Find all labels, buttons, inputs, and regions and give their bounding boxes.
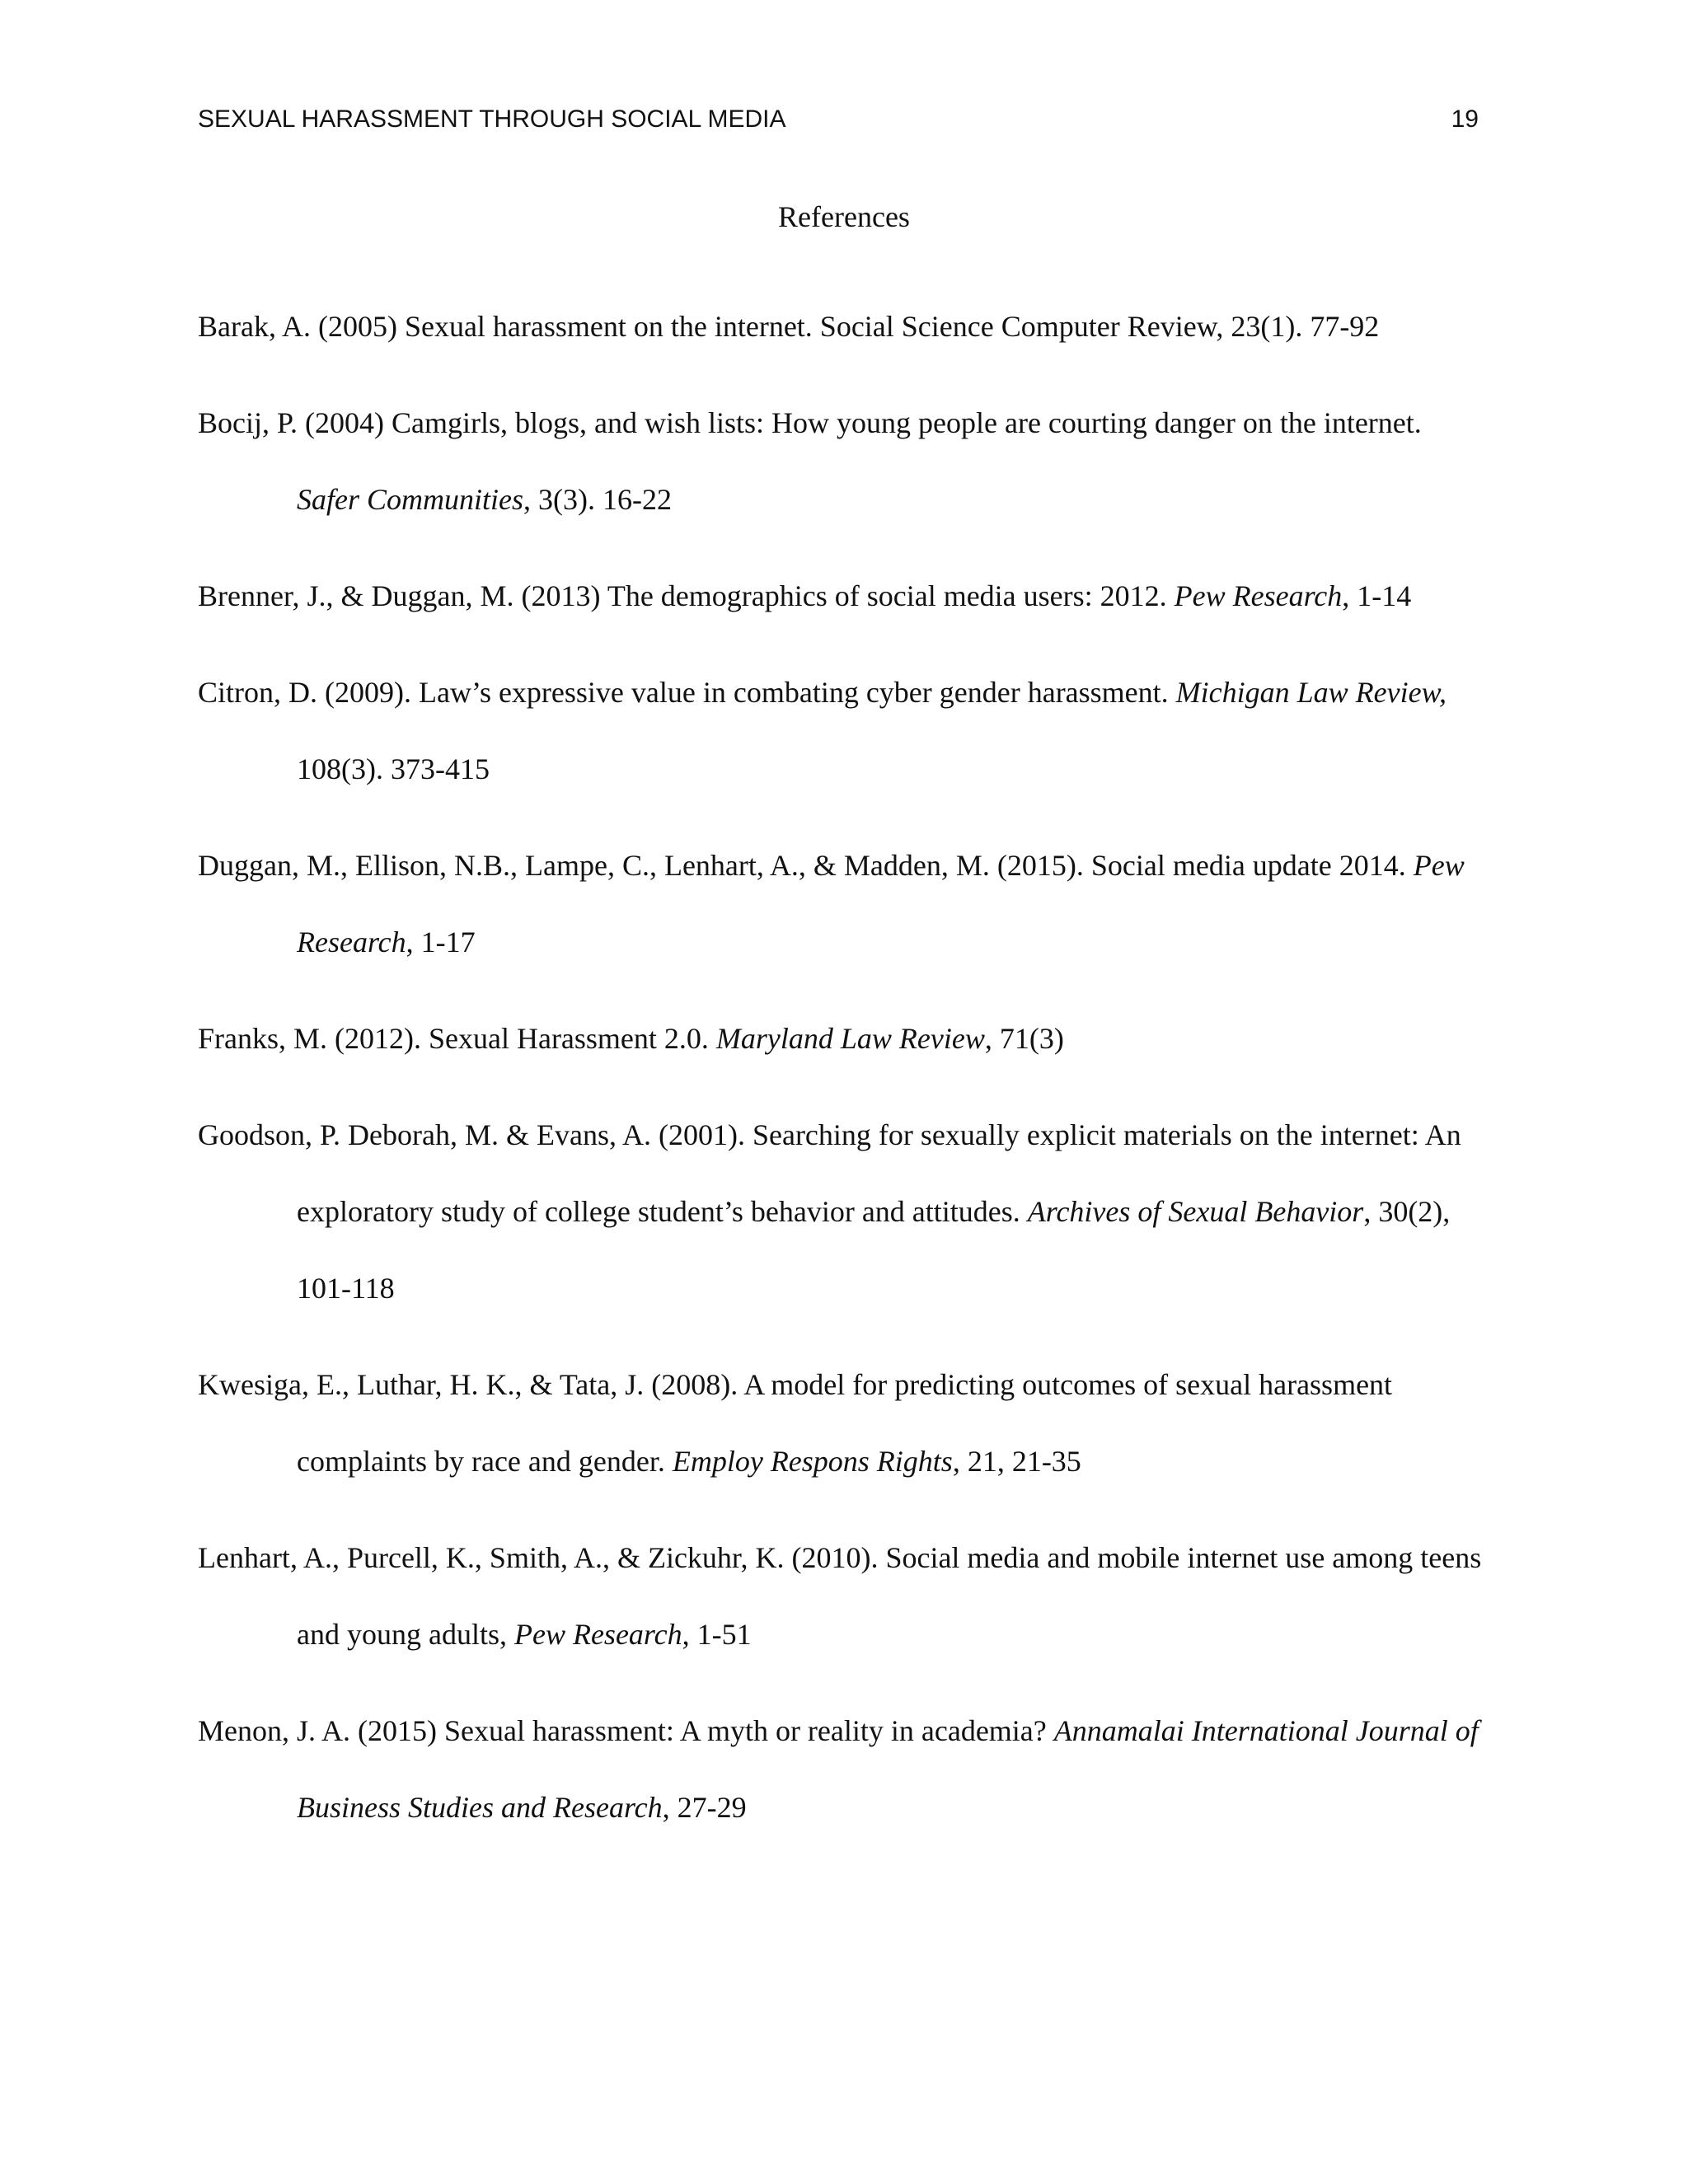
reference-entry <box>198 654 1484 808</box>
reference-text: Barak, A. (2005) Sexual harassment on the internet. Social Science Computer Review, 23(1). 77-92 <box>198 310 1380 343</box>
reference-source-title: Pew Research <box>1174 579 1343 612</box>
reference-text: Menon, J. A. (2015) Sexual harassment: A myth or reality in academia? <box>198 1714 1054 1747</box>
reference-source-title: Maryland Law Review <box>715 1022 985 1055</box>
reference-entry <box>198 1520 1484 1673</box>
reference-text: , 1-51 <box>682 1618 752 1651</box>
running-head <box>198 99 1479 140</box>
reference-source-title: Safer Communities <box>297 483 523 516</box>
reference-text: Bocij, P. (2004) Camgirls, blogs, and wish lists: How young people are courting danger on the internet. <box>198 406 1422 439</box>
reference-source-title: Pew Research <box>297 849 1465 958</box>
reference-source-title: Archives of Sexual Behavior <box>1027 1195 1364 1228</box>
reference-text: , 3(3). 16-22 <box>523 483 672 516</box>
running-head-title: SEXUAL HARASSMENT THROUGH SOCIAL MEDIA <box>198 105 786 133</box>
reference-text: , 1-17 <box>406 926 476 958</box>
reference-entry <box>198 288 1484 365</box>
reference-entry <box>198 558 1484 635</box>
reference-text: , 1-14 <box>1342 579 1412 612</box>
reference-entry <box>198 1347 1484 1500</box>
reference-text: Citron, D. (2009). Law’s expressive value in combating cyber gender harassment. <box>198 676 1176 709</box>
reference-text: Lenhart, A., Purcell, K., Smith, A., & Zickuhr, K. (2010). Social media and mobile internet use among teens and young adults, <box>198 1541 1482 1651</box>
reference-text: Goodson, P. Deborah, M. & Evans, A. (2001). Searching for sexually explicit materials on the internet: An exploratory study of college student’s behavior and attitudes. <box>198 1118 1461 1228</box>
reference-entry <box>198 827 1484 981</box>
reference-source-title: Employ Respons Rights <box>672 1445 953 1478</box>
reference-text: , 30(2), 101-118 <box>297 1195 1451 1305</box>
reference-text: Kwesiga, E., Luthar, H. K., & Tata, J. (2008). A model for predicting outcomes of sexual harassment complaints by race and gender. <box>198 1368 1393 1478</box>
reference-source-title: Pew Research <box>513 1618 682 1651</box>
reference-text: , 21, 21-35 <box>952 1445 1081 1478</box>
page-number: 19 <box>1451 105 1479 133</box>
reference-text: , 27-29 <box>662 1791 747 1824</box>
reference-text: 108(3). 373-415 <box>297 752 490 785</box>
references-list <box>198 288 1484 1866</box>
reference-text: Duggan, M., Ellison, N.B., Lampe, C., Lenhart, A., & Madden, M. (2015). Social media update 2014. <box>198 849 1414 882</box>
reference-entry <box>198 385 1484 538</box>
reference-source-title: Michigan Law Review, <box>1175 676 1447 709</box>
references-heading: References <box>778 200 910 233</box>
reference-text: , 71(3) <box>984 1022 1064 1055</box>
reference-source-title: Annamalai International Journal of Business Studies and Research <box>297 1714 1479 1824</box>
reference-entry <box>198 1097 1484 1327</box>
reference-text: Brenner, J., & Duggan, M. (2013) The demographics of social media users: 2012. <box>198 579 1175 612</box>
reference-text: Franks, M. (2012). Sexual Harassment 2.0. <box>198 1022 716 1055</box>
reference-entry <box>198 1001 1484 1077</box>
reference-entry <box>198 1693 1484 1846</box>
